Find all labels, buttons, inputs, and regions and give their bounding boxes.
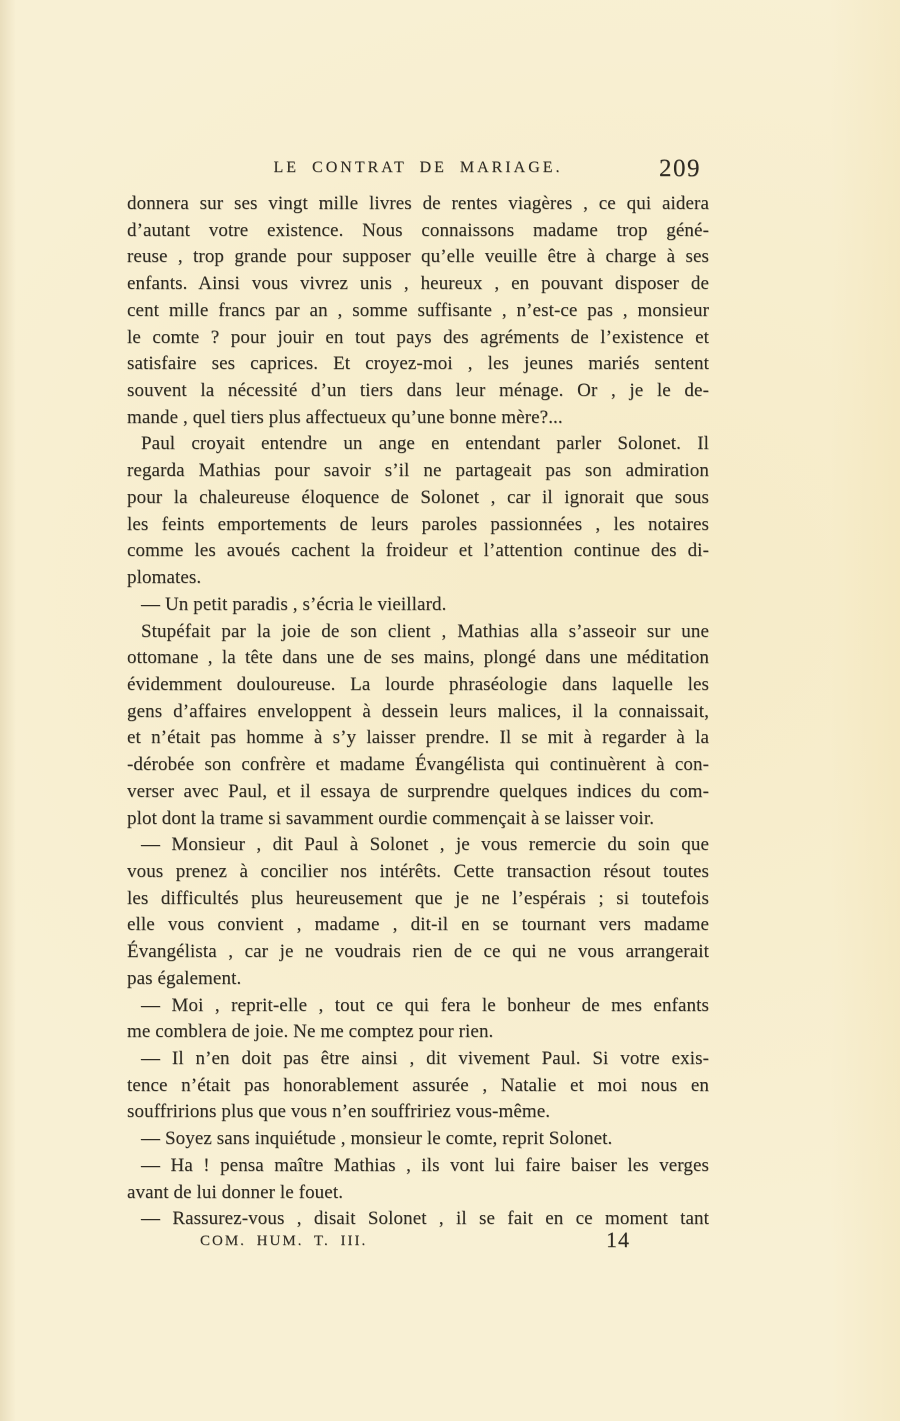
text-line: — Rassurez-vous , disait Solonet , il se fait en ce moment tant bbox=[141, 1208, 709, 1230]
paragraph bbox=[127, 592, 709, 619]
text-line: enfants. Ainsi vous vivrez unis , heureux , en pouvant disposer de bbox=[127, 273, 709, 295]
text-line: — Monsieur , dit Paul à Solonet , je vous remercie du soin que bbox=[141, 834, 709, 856]
text-line: vous prenez à concilier nos intérêts. Cette transaction résout toutes bbox=[127, 860, 709, 882]
paragraph bbox=[127, 1126, 709, 1153]
text-line: — Il n’en doit pas être ainsi , dit vivement Paul. Si votre exis- bbox=[141, 1048, 709, 1069]
text-line: les difficultés plus heureusement que je ne l’espérais ; si toutefois bbox=[127, 887, 709, 909]
text-line: avant de lui donner le fouet. bbox=[127, 1181, 344, 1203]
page-number: 209 bbox=[659, 155, 701, 182]
printer-signature: COM. HUM. T. III. bbox=[200, 1233, 368, 1249]
text-column bbox=[127, 191, 709, 1233]
text-line: elle vous convient , madame , dit-il en se tournant vers madame bbox=[127, 914, 709, 936]
running-head-title: LE CONTRAT DE MARIAGE. bbox=[273, 159, 563, 176]
text-line: évidemment douloureuse. La lourde phraséologie dans laquelle les bbox=[127, 673, 709, 695]
text-line: — Soyez sans inquiétude , monsieur le comte, reprit Solonet. bbox=[141, 1128, 613, 1150]
text-line: ottomane , la tête dans une de ses mains, plongé dans une méditation bbox=[127, 647, 709, 669]
paragraph bbox=[127, 619, 709, 833]
text-line: gens d’affaires enveloppent à dessein leurs malices, il la connaissait, bbox=[127, 700, 709, 722]
paragraph bbox=[127, 1046, 709, 1126]
text-line: pour la chaleureuse éloquence de Solonet , car il ignorait que sous bbox=[127, 486, 709, 508]
text-line: tence n’était pas honorablement assurée , Natalie et moi nous en bbox=[127, 1074, 709, 1096]
text-line: mande , quel tiers plus affectueux qu’une bonne mère?... bbox=[127, 406, 563, 428]
text-line: — Moi , reprit-elle , tout ce qui fera le bonheur de mes enfants bbox=[141, 994, 709, 1016]
text-line: souffririons plus que vous n’en souffririez vous-même. bbox=[127, 1101, 551, 1123]
text-line: -dérobée son confrère et madame Évangélista qui continuèrent à con- bbox=[127, 754, 709, 776]
text-line: me comblera de joie. Ne me comptez pour rien. bbox=[127, 1021, 494, 1043]
text-line: pas également. bbox=[127, 967, 242, 989]
text-line: — Ha ! pensa maître Mathias , ils vont lui faire baiser les verges bbox=[141, 1154, 709, 1176]
paragraph bbox=[127, 1153, 709, 1206]
text-line: d’autant votre existence. Nous connaissons madame trop géné- bbox=[127, 219, 709, 241]
text-line: satisfaire ses caprices. Et croyez-moi , les jeunes mariés sentent bbox=[127, 353, 709, 375]
text-line: — Un petit paradis , s’écria le vieillard. bbox=[141, 593, 447, 615]
text-line: le comte ? pour jouir en tout pays des agréments de l’existence et bbox=[127, 326, 709, 348]
text-line: regarda Mathias pour savoir s’il ne partageait pas son admiration bbox=[127, 460, 709, 482]
text-line: souvent la nécessité d’un tiers dans leur ménage. Or , je le de- bbox=[127, 380, 709, 402]
text-line: verser avec Paul, et il essaya de surprendre quelques indices du com- bbox=[127, 780, 709, 802]
text-line: les feints emportements de leurs paroles passionnées , les notaires bbox=[127, 513, 709, 535]
paragraph bbox=[127, 832, 709, 992]
text-line: comme les avoués cachent la froideur et l’attention continue des di- bbox=[127, 540, 709, 562]
text-line: Stupéfait par la joie de son client , Mathias alla s’asseoir sur une bbox=[141, 620, 709, 642]
text-line: reuse , trop grande pour supposer qu’elle veuille être à charge à ses bbox=[127, 246, 709, 268]
text-line: cent mille francs par an , somme suffisante , n’est-ce pas , monsieur bbox=[127, 299, 709, 321]
paragraph bbox=[127, 431, 709, 591]
sheet-number: 14 bbox=[606, 1227, 630, 1252]
text-line: plomates. bbox=[127, 567, 202, 589]
paragraph bbox=[127, 191, 709, 431]
text-line: donnera sur ses vingt mille livres de rentes viagères , ce qui aidera bbox=[127, 193, 709, 214]
text-line: Évangélista , car je ne voudrais rien de ce qui ne vous arrangerait bbox=[127, 941, 709, 963]
text-line: Paul croyait entendre un ange en entendant parler Solonet. Il bbox=[141, 433, 709, 455]
text-line: plot dont la trame si savamment ourdie commençait à se laisser voir. bbox=[127, 807, 655, 829]
text-line: et n’était pas homme à s’y laisser prendre. Il se mit à regarder à la bbox=[127, 727, 709, 749]
paragraph bbox=[127, 993, 709, 1046]
